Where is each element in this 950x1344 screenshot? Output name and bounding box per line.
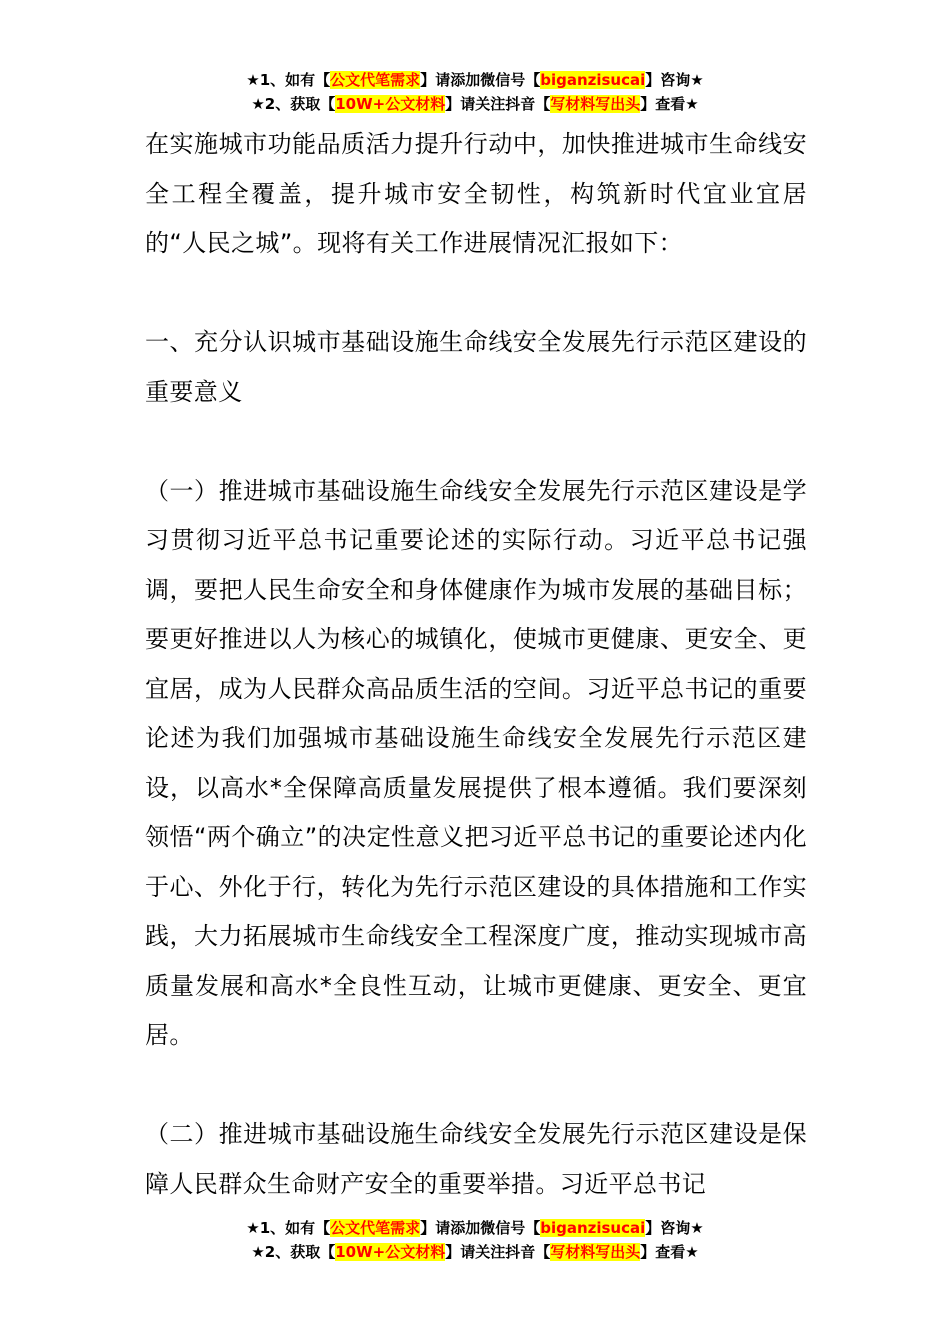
banner-text: 】查看★ <box>640 95 699 113</box>
banner-text: ★1、如有【 <box>246 71 331 89</box>
banner-highlight: biganzisucai <box>540 71 646 89</box>
subsection-paragraph-2: （二）推进城市基础设施生命线安全发展先行示范区建设是保障人民群众生命财产安全的重要举措。习近平总书记 <box>145 1120 807 1198</box>
banner-highlight: 写材料写出头 <box>550 1243 641 1261</box>
banner-line-1 <box>0 68 950 92</box>
banner-highlight: 公文代笔需求 <box>330 71 421 89</box>
banner-text: 】请添加微信号【 <box>420 71 541 89</box>
banner-text: 】查看★ <box>640 1243 699 1261</box>
banner-text: ★1、如有【 <box>246 1219 331 1237</box>
header-banner <box>0 68 950 116</box>
subsection-paragraph-1: （一）推进城市基础设施生命线安全发展先行示范区建设是学习贯彻习近平总书记重要论述的实际行动。习近平总书记强调，要把人民生命安全和身体健康作为城市发展的基础目标；要更好推进以人为核心的城镇化，使城市更健康、更安全、更宜居，成为人民群众高品质生活的空间。习近平总书记的重要论述为我们加强城市基础设施生命线安全发展先行示范区建设，以高水*全保障高质量发展提供了根本遵循。我们要深刻领悟“两个确立”的决定性意义把习近平总书记的重要论述内化于心、外化于行，转化为先行示范区建设的具体措施和工作实践，大力拓展城市生命线安全工程深度广度，推动实现城市高质量发展和高水*全良性互动，让城市更健康、更安全、更宜居。 <box>145 476 807 1049</box>
banner-text: ★2、获取【 <box>251 95 336 113</box>
banner-highlight: 写材料写出头 <box>550 95 641 113</box>
banner-text: 】请添加微信号【 <box>420 1219 541 1237</box>
banner-text: 】请关注抖音【 <box>445 1243 551 1261</box>
banner-line-2 <box>0 1240 950 1264</box>
banner-text: 】咨询★ <box>645 71 704 89</box>
banner-highlight: biganzisucai <box>540 1219 646 1237</box>
banner-line-2 <box>0 92 950 116</box>
banner-line-1 <box>0 1216 950 1240</box>
banner-highlight: 公文代笔需求 <box>330 1219 421 1237</box>
intro-paragraph: 在实施城市功能品质活力提升行动中，加快推进城市生命线安全工程全覆盖，提升城市安全韧性，构筑新时代宜业宜居的“人民之城”。现将有关工作进展情况汇报如下： <box>145 130 807 257</box>
banner-highlight: 10W+公文材料 <box>335 95 446 113</box>
banner-text: ★2、获取【 <box>251 1243 336 1261</box>
banner-highlight: 10W+公文材料 <box>335 1243 446 1261</box>
banner-text: 】请关注抖音【 <box>445 95 551 113</box>
document-body <box>145 120 807 1209</box>
section-heading: 一、充分认识城市基础设施生命线安全发展先行示范区建设的重要意义 <box>145 328 807 406</box>
footer-banner <box>0 1216 950 1264</box>
banner-text: 】咨询★ <box>645 1219 704 1237</box>
